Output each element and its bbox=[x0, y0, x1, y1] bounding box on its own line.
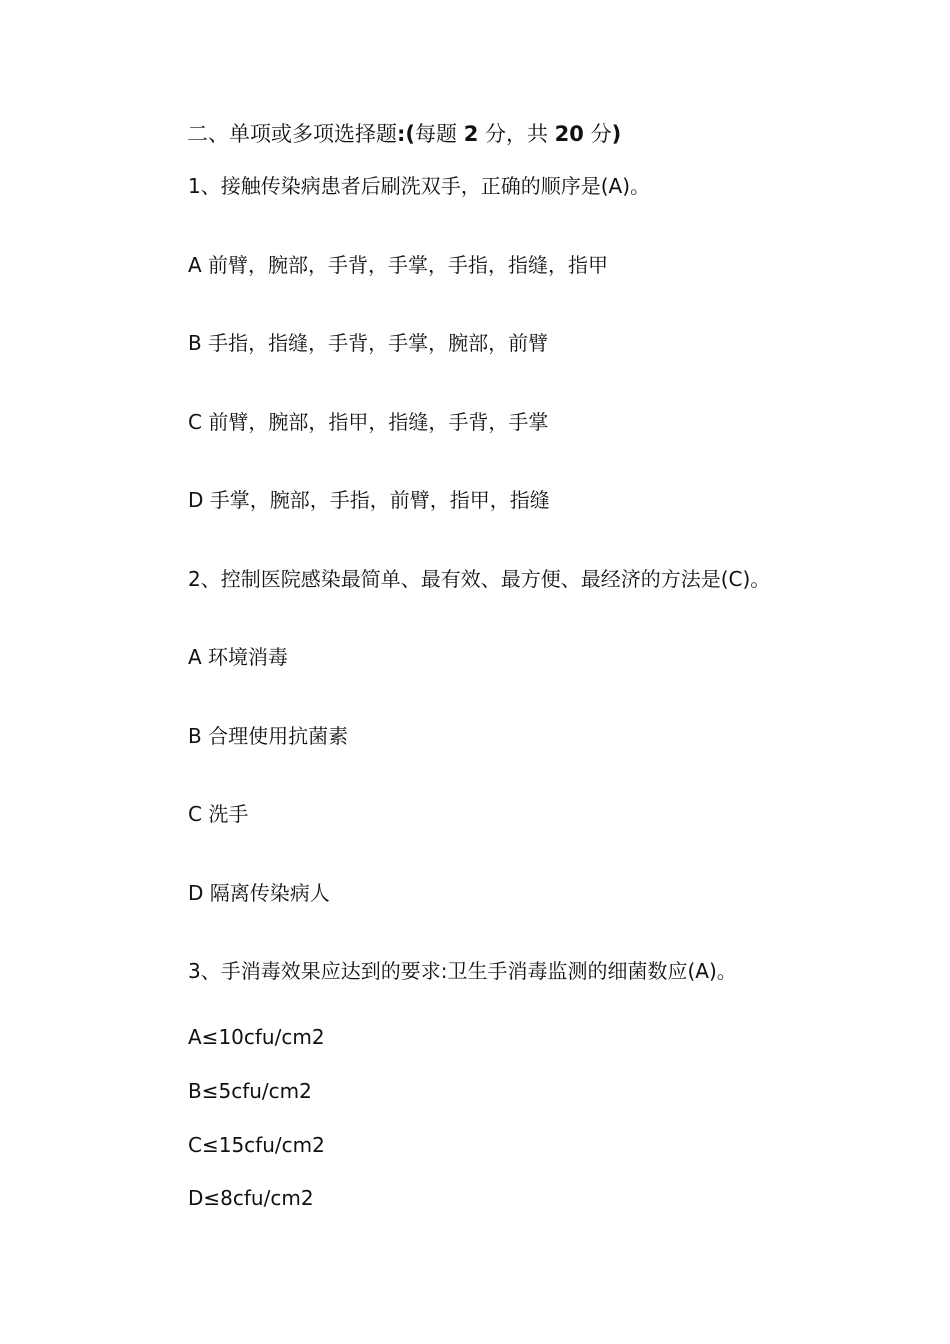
question-3-option-c: C≤15cfu/cm2 bbox=[188, 1133, 325, 1157]
question-1-stem: 1、接触传染病患者后刷洗双手，正确的顺序是(A)。 bbox=[188, 174, 651, 198]
question-1-option-c: C 前臂，腕部，指甲，指缝，手背，手掌 bbox=[188, 410, 549, 434]
section-heading bbox=[187, 121, 621, 147]
heading-prefix: 二、单项或多项选择题 bbox=[187, 122, 397, 146]
heading-mid3: 分 bbox=[583, 122, 612, 146]
question-2-option-d: D 隔离传染病人 bbox=[188, 881, 330, 905]
question-1-option-b: B 手指，指缝，手背，手掌，腕部，前臂 bbox=[188, 331, 549, 355]
question-2-option-c: C 洗手 bbox=[188, 802, 249, 826]
question-3-option-a: A≤10cfu/cm2 bbox=[188, 1025, 325, 1049]
heading-colon-paren: :( bbox=[397, 122, 415, 146]
heading-points: 2 bbox=[463, 122, 479, 146]
question-2-option-a: A 环境消毒 bbox=[188, 645, 289, 669]
heading-total: 20 bbox=[554, 122, 584, 146]
heading-mid2: 分，共 bbox=[478, 122, 555, 146]
question-3-option-d: D≤8cfu/cm2 bbox=[188, 1186, 314, 1210]
heading-close: ) bbox=[611, 122, 622, 146]
question-2-stem: 2、控制医院感染最简单、最有效、最方便、最经济的方法是(C)。 bbox=[188, 567, 771, 591]
question-1-option-d: D 手掌，腕部，手指，前臂，指甲，指缝 bbox=[188, 488, 550, 512]
question-2-option-b: B 合理使用抗菌素 bbox=[188, 724, 349, 748]
heading-mid1: 每题 bbox=[415, 122, 464, 146]
question-3-option-b: B≤5cfu/cm2 bbox=[188, 1079, 312, 1103]
question-3-stem: 3、手消毒效果应达到的要求:卫生手消毒监测的细菌数应(A)。 bbox=[188, 959, 737, 983]
question-1-option-a: A 前臂，腕部，手背，手掌，手指，指缝，指甲 bbox=[188, 253, 609, 277]
